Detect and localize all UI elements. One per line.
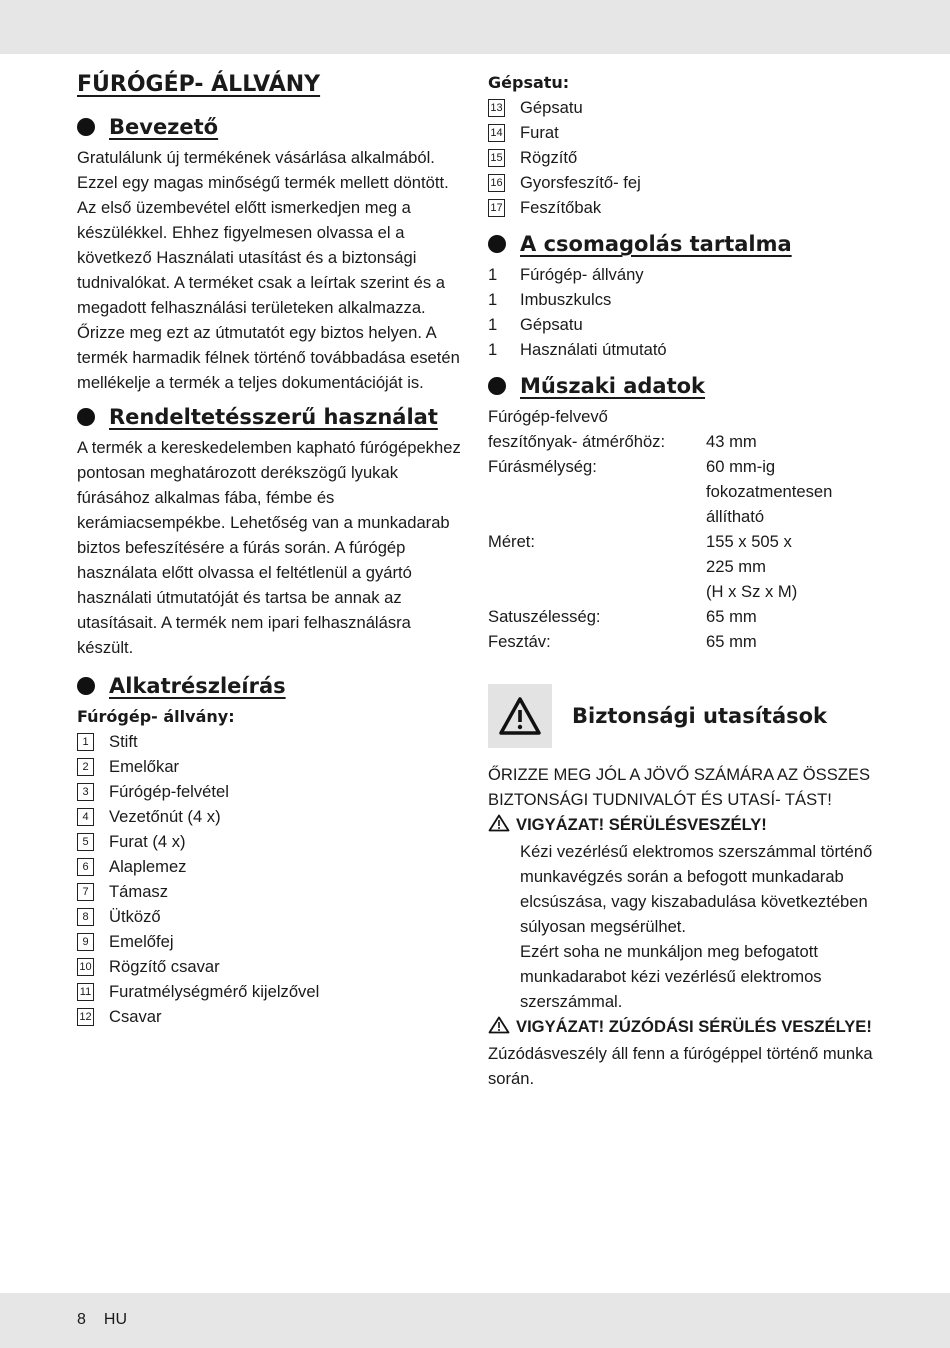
part-item xyxy=(77,804,462,829)
heading-text: Alkatrészleírás xyxy=(109,674,286,698)
spec-value: 155 x 505 x xyxy=(706,532,792,551)
part-label: Ütköző xyxy=(109,907,161,926)
spec-value: állítható xyxy=(706,507,765,526)
spec-value: 65 mm xyxy=(706,607,757,626)
warning-1 xyxy=(488,812,883,839)
stand-subheading: Fúrógép- állvány: xyxy=(77,707,235,726)
keep-instructions: ŐRIZZE MEG JÓL A JÖVŐ SZÁMÁRA AZ ÖSSZES BIZTONSÁGI TUDNIVALÓT ÉS UTASÍ- TÁST! xyxy=(488,765,871,809)
part-number-box: 16 xyxy=(488,174,505,192)
warning-2-title: VIGYÁZAT! ZÚZÓDÁSI SÉRÜLÉS VESZÉLYE! xyxy=(516,1017,872,1036)
heading-text: Műszaki adatok xyxy=(520,374,706,398)
part-item xyxy=(77,829,462,854)
warning-triangle-icon xyxy=(488,684,552,748)
part-number-box: 14 xyxy=(488,124,505,142)
section-heading-use xyxy=(77,405,462,429)
part-label: Támasz xyxy=(109,882,169,901)
spec-key xyxy=(488,479,706,504)
vise-parts-list xyxy=(488,95,883,220)
part-item xyxy=(488,95,883,120)
package-label: Imbuszkulcs xyxy=(520,290,612,309)
spec-row xyxy=(488,554,832,579)
spec-value xyxy=(706,404,832,429)
heading-text: A csomagolás tartalma xyxy=(520,232,792,256)
package-item xyxy=(488,312,883,337)
spec-row xyxy=(488,629,832,654)
part-number-box: 1 xyxy=(77,733,94,751)
part-number-box: 9 xyxy=(77,933,94,951)
part-item xyxy=(77,929,462,954)
spec-key: Fesztáv: xyxy=(488,632,551,651)
bullet-icon xyxy=(488,377,506,395)
package-contents-list xyxy=(488,262,883,362)
warning-2 xyxy=(488,1014,883,1091)
part-item xyxy=(77,779,462,804)
warning-small-icon xyxy=(488,1016,510,1041)
spec-key xyxy=(488,554,706,579)
part-label: Csavar xyxy=(109,1007,162,1026)
warning-1-text-1: Kézi vezérlésű elektromos szerszámmal történő munkavégzés során a befogott munkadarab elcsúszása, vagy kiszabadulása következtében súlyosan megsérülhet. xyxy=(520,842,873,936)
page-footer xyxy=(77,1311,127,1329)
package-label: Használati útmutató xyxy=(520,340,667,359)
spec-row xyxy=(488,504,832,529)
part-number-box: 17 xyxy=(488,199,505,217)
part-label: Feszítőbak xyxy=(520,198,602,217)
package-qty: 1 xyxy=(488,315,498,334)
heading-text: Bevezető xyxy=(109,115,219,139)
part-label: Furat xyxy=(520,123,559,142)
spec-value: 225 mm xyxy=(706,557,766,576)
right-column xyxy=(488,70,883,1091)
part-number-box: 12 xyxy=(77,1008,94,1026)
section-heading-specs xyxy=(488,374,883,398)
bottom-band xyxy=(0,1293,950,1348)
part-item xyxy=(77,954,462,979)
spec-key: feszítőnyak- átmérőhöz: xyxy=(488,432,666,451)
spec-row xyxy=(488,604,832,629)
spec-value: (H x Sz x M) xyxy=(706,582,798,601)
part-label: Furatmélységmérő kijelzővel xyxy=(109,982,320,1001)
part-item xyxy=(77,904,462,929)
top-band xyxy=(0,0,950,54)
part-number-box: 11 xyxy=(77,983,94,1001)
vise-subheading: Gépsatu: xyxy=(488,73,570,92)
use-text: A termék a kereskedelemben kapható fúrógépekhez pontosan meghatározott derékszögű lyukak fúrásához alkalmas fába, fémbe és kerámiacsempékbe. Lehetőség van a munkadarab biztos befeszítésére a fúrás során. A fúrógép használata előtt olvassa el feltétlenül a gyártó használati útmutatóját és tartsa be annak az utasításait. A termék nem ipari felhasználásra készült. xyxy=(77,438,461,657)
intro-text: Gratulálunk új termékének vásárlása alkalmából. Ezzel egy magas minőségű termék mellett döntött. Az első üzembevétel előtt ismerkedjen meg a készülékkel. Ehhez figyelmesen olvassa el a következő Használati utasítást és a biztonsági tudnivalókat. A terméket csak a leírtak szerint és a megadott felhasználási területeken alkalmazza. Őrizze meg ezt az útmutatót egy biztos helyen. A termék harmadik félnek történő továbbadása esetén mellékelje a termék a teljes dokumentációját is. xyxy=(77,148,460,392)
package-label: Gépsatu xyxy=(520,315,583,334)
package-item xyxy=(488,287,883,312)
part-item xyxy=(488,145,883,170)
part-label: Furat (4 x) xyxy=(109,832,186,851)
spec-key: Satuszélesség: xyxy=(488,607,601,626)
section-heading-parts xyxy=(77,674,462,698)
part-number-box: 7 xyxy=(77,883,94,901)
language-code: HU xyxy=(103,1311,128,1328)
part-number-box: 13 xyxy=(488,99,505,117)
part-item xyxy=(77,729,462,754)
part-item xyxy=(488,195,883,220)
bullet-icon xyxy=(488,235,506,253)
part-label: Gyorsfeszítő- fej xyxy=(520,173,641,192)
part-label: Fúrógép-felvétel xyxy=(109,782,229,801)
spec-key: Méret: xyxy=(488,532,536,551)
spec-row xyxy=(488,479,832,504)
part-item xyxy=(77,854,462,879)
stand-parts-list xyxy=(77,729,462,1029)
package-item xyxy=(488,337,883,362)
spec-row xyxy=(488,429,832,454)
part-number-box: 2 xyxy=(77,758,94,776)
package-qty: 1 xyxy=(488,265,498,284)
part-label: Stift xyxy=(109,732,138,751)
spec-value: fokozatmentesen xyxy=(706,482,833,501)
spec-key xyxy=(488,504,706,529)
page-number: 8 xyxy=(77,1311,86,1328)
part-item xyxy=(77,879,462,904)
part-number-box: 8 xyxy=(77,908,94,926)
spec-value: 65 mm xyxy=(706,632,757,651)
spec-value: 43 mm xyxy=(706,432,757,451)
spec-value: 60 mm-ig xyxy=(706,457,776,476)
warning-2-text: Zúzódásveszély áll fenn a fúrógéppel történő munka során. xyxy=(488,1044,873,1088)
section-heading-intro xyxy=(77,115,462,139)
section-heading-package xyxy=(488,232,883,256)
part-item xyxy=(77,979,462,1004)
part-label: Emelőkar xyxy=(109,757,180,776)
bullet-icon xyxy=(77,677,95,695)
warning-1-title: VIGYÁZAT! SÉRÜLÉSVESZÉLY! xyxy=(516,815,767,834)
part-number-box: 10 xyxy=(77,958,94,976)
part-label: Rögzítő xyxy=(520,148,578,167)
page-title: FÚRÓGÉP- ÁLLVÁNY xyxy=(77,72,321,97)
spec-row xyxy=(488,529,832,554)
spec-key: Fúrógép-felvevő xyxy=(488,407,608,426)
spec-key xyxy=(488,579,706,604)
part-number-box: 3 xyxy=(77,783,94,801)
specs-table xyxy=(488,404,832,654)
package-label: Fúrógép- állvány xyxy=(520,265,644,284)
heading-text: Rendeltetésszerű használat xyxy=(109,405,438,429)
bullet-icon xyxy=(77,408,95,426)
warning-small-icon xyxy=(488,814,510,839)
part-item xyxy=(488,120,883,145)
part-number-box: 4 xyxy=(77,808,94,826)
part-number-box: 15 xyxy=(488,149,505,167)
part-label: Gépsatu xyxy=(520,98,583,117)
part-label: Alaplemez xyxy=(109,857,187,876)
part-number-box: 6 xyxy=(77,858,94,876)
package-item xyxy=(488,262,883,287)
left-column xyxy=(77,70,462,1041)
part-item xyxy=(77,754,462,779)
warning-1-text-2: Ezért soha ne munkáljon meg befogatott munkadarabot kézi vezérlésű elektromos szerszámmal. xyxy=(520,942,822,1011)
part-number-box: 5 xyxy=(77,833,94,851)
spec-row xyxy=(488,579,832,604)
package-qty: 1 xyxy=(488,290,498,309)
part-item xyxy=(77,1004,462,1029)
spec-row xyxy=(488,454,832,479)
part-label: Rögzítő csavar xyxy=(109,957,220,976)
part-label: Vezetőnút (4 x) xyxy=(109,807,221,826)
bullet-icon xyxy=(77,118,95,136)
spec-row xyxy=(488,404,832,429)
package-qty: 1 xyxy=(488,340,498,359)
safety-header xyxy=(488,684,883,748)
spec-key: Fúrásmélység: xyxy=(488,457,597,476)
part-label: Emelőfej xyxy=(109,932,174,951)
safety-title: Biztonsági utasítások xyxy=(572,704,828,728)
part-item xyxy=(488,170,883,195)
